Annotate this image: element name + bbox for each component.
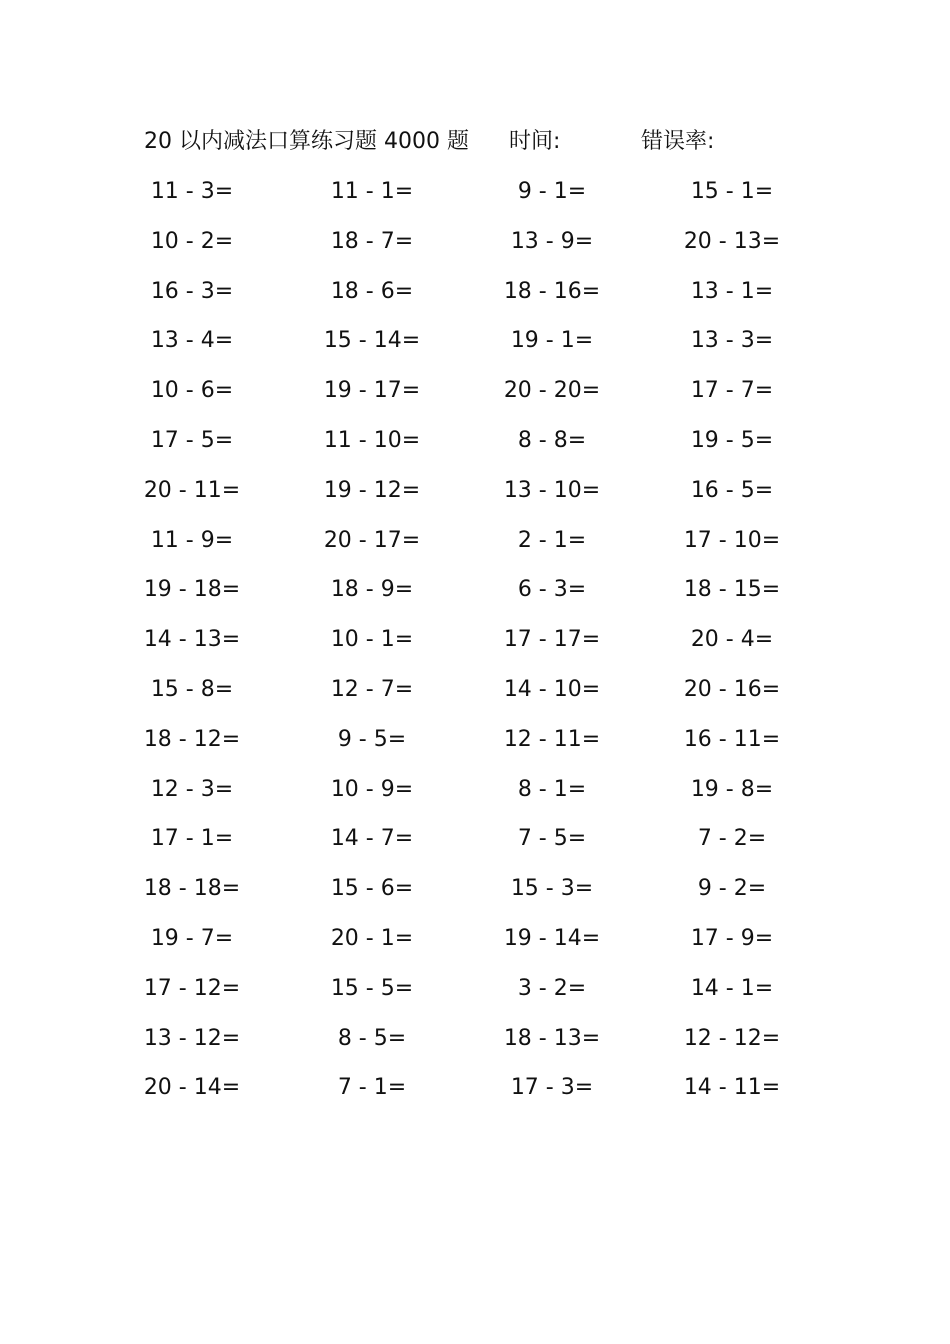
- problem-item: 20 - 14=: [143, 1075, 241, 1101]
- problem-item: 9 - 5=: [337, 726, 407, 752]
- problem-item: 20 - 17=: [323, 527, 421, 553]
- problem-item: 19 - 14=: [503, 925, 601, 951]
- problem-row: [0, 521, 950, 571]
- problem-row: [0, 222, 950, 272]
- problem-item: 18 - 12=: [143, 726, 241, 752]
- problem-item: 16 - 3=: [150, 278, 234, 304]
- problem-row: [0, 321, 950, 371]
- problem-row: [0, 272, 950, 322]
- problem-item: 3 - 2=: [517, 975, 587, 1001]
- problem-item: 19 - 5=: [690, 427, 774, 453]
- problem-item: 11 - 1=: [330, 179, 414, 204]
- problem-item: 20 - 13=: [683, 228, 781, 254]
- problem-item: 12 - 3=: [150, 776, 234, 802]
- problem-item: 13 - 9=: [510, 228, 594, 254]
- problem-item: 7 - 1=: [337, 1075, 407, 1101]
- problem-item: 20 - 20=: [503, 378, 601, 404]
- problem-item: 10 - 6=: [150, 378, 234, 404]
- problem-item: 14 - 11=: [683, 1075, 781, 1101]
- problem-item: 12 - 11=: [503, 726, 601, 752]
- problem-item: 15 - 14=: [323, 328, 421, 354]
- problem-item: 9 - 1=: [517, 179, 587, 204]
- problem-row: [0, 172, 950, 222]
- problem-item: 10 - 1=: [330, 627, 414, 653]
- problem-item: 19 - 12=: [323, 477, 421, 503]
- problem-row: [0, 1019, 950, 1069]
- problem-row: [0, 620, 950, 670]
- problem-item: 7 - 2=: [697, 826, 767, 852]
- problem-item: 17 - 7=: [690, 378, 774, 404]
- problem-item: 13 - 12=: [143, 1025, 241, 1051]
- problem-item: 8 - 1=: [517, 776, 587, 802]
- problem-item: 17 - 12=: [143, 975, 241, 1001]
- problem-row: [0, 471, 950, 521]
- problem-item: 13 - 3=: [690, 328, 774, 354]
- problem-item: 13 - 1=: [690, 278, 774, 304]
- problem-row: [0, 969, 950, 1019]
- problem-item: 20 - 1=: [330, 925, 414, 951]
- problem-item: 20 - 16=: [683, 676, 781, 702]
- problem-item: 8 - 5=: [337, 1025, 407, 1051]
- problem-item: 6 - 3=: [517, 577, 587, 603]
- problem-row: [0, 570, 950, 620]
- problem-item: 18 - 6=: [330, 278, 414, 304]
- problem-item: 19 - 8=: [690, 776, 774, 802]
- error-rate-label: 错误率:: [641, 129, 715, 154]
- problem-item: 7 - 5=: [517, 826, 587, 852]
- problem-item: 17 - 17=: [503, 627, 601, 653]
- problem-item: 19 - 18=: [143, 577, 241, 603]
- problem-item: 10 - 2=: [150, 228, 234, 254]
- problem-item: 12 - 7=: [330, 676, 414, 702]
- problem-row: [0, 371, 950, 421]
- problem-item: 15 - 1=: [690, 179, 774, 204]
- problem-row: [0, 770, 950, 820]
- problem-item: 16 - 5=: [690, 477, 774, 503]
- problem-item: 17 - 9=: [690, 925, 774, 951]
- problem-item: 17 - 3=: [510, 1075, 594, 1101]
- problem-item: 15 - 5=: [330, 975, 414, 1001]
- problem-item: 20 - 4=: [690, 627, 774, 653]
- problem-item: 15 - 8=: [150, 676, 234, 702]
- problem-item: 17 - 5=: [150, 427, 234, 453]
- problem-item: 18 - 7=: [330, 228, 414, 254]
- problem-row: [0, 421, 950, 471]
- problem-item: 13 - 10=: [503, 477, 601, 503]
- problem-item: 2 - 1=: [517, 527, 587, 553]
- problem-item: 11 - 3=: [150, 179, 234, 204]
- problem-item: 18 - 9=: [330, 577, 414, 603]
- problem-item: 14 - 7=: [330, 826, 414, 852]
- problem-item: 16 - 11=: [683, 726, 781, 752]
- problem-row: [0, 670, 950, 720]
- problem-item: 10 - 9=: [330, 776, 414, 802]
- problem-item: 11 - 10=: [323, 427, 421, 453]
- problem-item: 14 - 1=: [690, 975, 774, 1001]
- problem-item: 19 - 7=: [150, 925, 234, 951]
- problem-item: 19 - 1=: [510, 328, 594, 354]
- problem-item: 11 - 9=: [150, 527, 234, 553]
- worksheet-title: 20 以内减法口算练习题 4000 题: [144, 129, 469, 154]
- problem-item: 8 - 8=: [517, 427, 587, 453]
- problem-item: 15 - 6=: [330, 876, 414, 902]
- problem-item: 13 - 4=: [150, 328, 234, 354]
- problem-item: 18 - 15=: [683, 577, 781, 603]
- problem-item: 20 - 11=: [143, 477, 241, 503]
- problem-item: 14 - 10=: [503, 676, 601, 702]
- problem-item: 9 - 2=: [697, 876, 767, 902]
- problem-item: 19 - 17=: [323, 378, 421, 404]
- problem-row: [0, 869, 950, 919]
- problem-item: 17 - 1=: [150, 826, 234, 852]
- problem-grid: [0, 172, 950, 1118]
- problem-row: [0, 819, 950, 869]
- problem-item: 18 - 16=: [503, 278, 601, 304]
- problem-item: 15 - 3=: [510, 876, 594, 902]
- problem-item: 18 - 18=: [143, 876, 241, 902]
- problem-item: 18 - 13=: [503, 1025, 601, 1051]
- worksheet-header: [144, 124, 844, 160]
- time-label: 时间:: [509, 129, 561, 154]
- problem-row: [0, 1068, 950, 1118]
- problem-item: 12 - 12=: [683, 1025, 781, 1051]
- problem-row: [0, 720, 950, 770]
- problem-item: 17 - 10=: [683, 527, 781, 553]
- problem-row: [0, 919, 950, 969]
- problem-item: 14 - 13=: [143, 627, 241, 653]
